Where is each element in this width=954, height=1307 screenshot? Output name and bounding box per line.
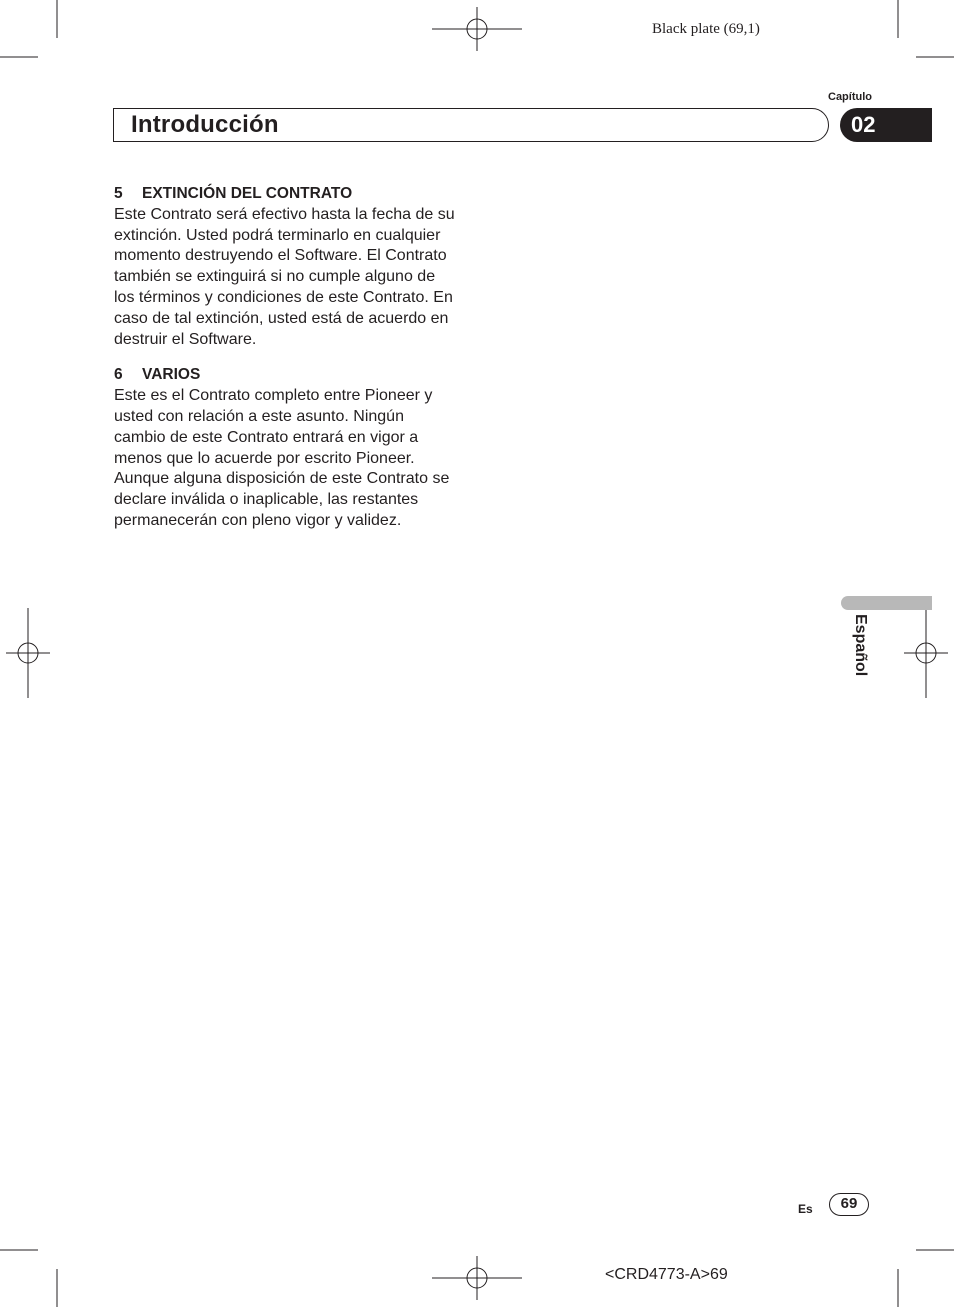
section-number: 6 [114, 366, 123, 384]
chapter-label: Capítulo [828, 91, 872, 103]
document-code: <CRD4773-A>69 [605, 1266, 728, 1283]
section-body: Este es el Contrato completo entre Pioneer y usted con relación a este asunto. Ningún cambio de este Contrato entrará en vigor a menos que lo acuerde por escrito Pioneer. Aunque alguna disposición de este Contrato se declare inválida o inaplicable, las restantes permanecerán con pleno vigor y validez. [114, 387, 450, 529]
chapter-number-box [840, 108, 932, 142]
section-title: VARIOS [142, 366, 201, 384]
chapter-number: 02 [851, 112, 876, 137]
page-number: 69 [829, 1193, 869, 1216]
section-number: 5 [114, 185, 123, 202]
main-content [114, 184, 459, 547]
section-title: EXTINCIÓN DEL CONTRATO [142, 185, 353, 202]
page-title: Introducción [131, 111, 279, 138]
language-tab [841, 596, 932, 610]
language-code: Es [798, 1202, 813, 1216]
section-miscellaneous [114, 365, 459, 531]
section-heading [114, 365, 459, 386]
section-heading [114, 184, 459, 205]
section-termination [114, 184, 459, 350]
plate-info: Black plate (69,1) [652, 21, 760, 37]
chapter-title-bar [113, 108, 829, 142]
section-body: Este Contrato será efectivo hasta la fecha de su extinción. Usted podrá terminarlo en cualquier momento destruyendo el Software. El Contrato también se extinguirá si no cumple alguno de los términos y condiciones de este Contrato. En caso de tal extinción, usted está de acuerdo en destruir el Software. [114, 205, 455, 348]
language-label: Español [852, 614, 869, 677]
